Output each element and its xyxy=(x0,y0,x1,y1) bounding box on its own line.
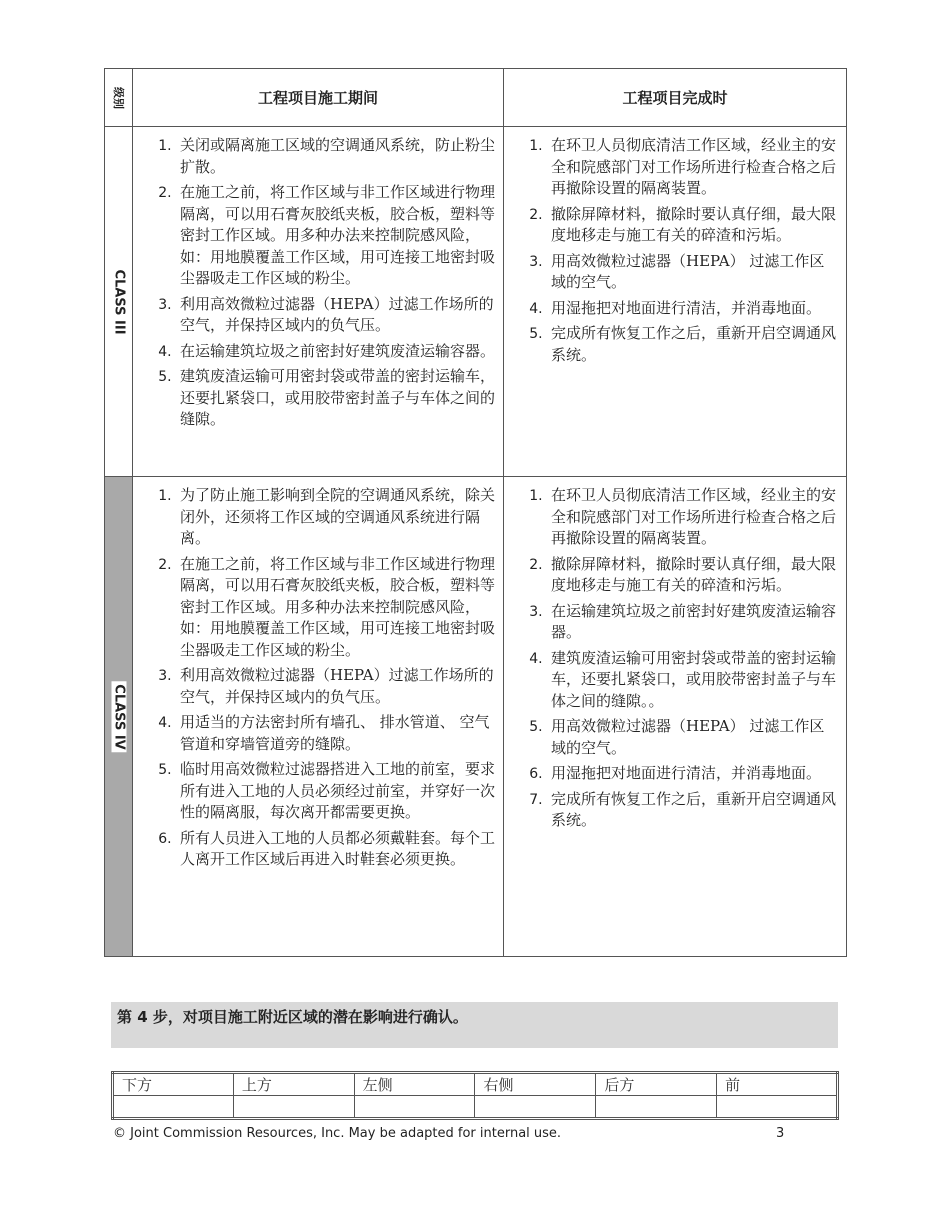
list-item: 5. 完成所有恢复工作之后，重新开启空调通风系统。 xyxy=(547,323,839,366)
list-item: 6. 用湿拖把对地面进行清洁，并消毒地面。 xyxy=(547,763,839,785)
direction-input-row xyxy=(113,1096,838,1119)
class-column-label: 级别 xyxy=(111,86,125,109)
direction-below: 下方 xyxy=(113,1073,234,1096)
list-item: 7. 完成所有恢复工作之后，重新开启空调通风系统。 xyxy=(547,789,839,832)
direction-table xyxy=(111,1071,839,1120)
class-iii-label: CLASS III xyxy=(111,266,126,337)
class-iv-after-list xyxy=(505,478,845,840)
direction-front-input[interactable] xyxy=(717,1096,838,1119)
class-iv-during-list xyxy=(134,478,502,879)
direction-above-input[interactable] xyxy=(233,1096,354,1119)
list-item: 2. 在施工之前，将工作区域与非工作区域进行物理隔离，可以用石膏灰胶纸夹板，胶合板，塑料等密封工作区域。用多种办法来控制院感风险，如：用地膜覆盖工作区域，用可连接工地密封吸尘器吸走工作区域的粉尘。 xyxy=(176,554,496,662)
list-item: 6. 所有人员进入工地的人员都必须戴鞋套。每个工人离开工作区域后再进入时鞋套必须更换。 xyxy=(176,828,496,871)
list-item: 4. 在运输建筑垃圾之前密封好建筑废渣运输容器。 xyxy=(176,341,496,363)
list-item: 4. 用湿拖把对地面进行清洁，并消毒地面。 xyxy=(547,298,839,320)
list-item: 3. 利用高效微粒过滤器（HEPA）过滤工作场所的 空气，并保持区域内的负气压。 xyxy=(176,665,496,708)
during-construction-header: 工程项目施工期间 xyxy=(133,69,504,127)
class-iii-cell xyxy=(105,127,133,477)
list-item: 3. 利用高效微粒过滤器（HEPA）过滤工作场所的 空气，并保持区域内的负气压。 xyxy=(176,294,496,337)
after-completion-header: 工程项目完成时 xyxy=(504,69,847,127)
direction-back-input[interactable] xyxy=(596,1096,717,1119)
class-iii-after-list xyxy=(505,128,845,374)
infection-control-table xyxy=(104,68,847,957)
list-item: 4. 用适当的方法密封所有墙孔、 排水管道、 空气管道和穿墙管道旁的缝隙。 xyxy=(176,712,496,755)
class-iv-cell xyxy=(105,477,133,957)
direction-right-input[interactable] xyxy=(475,1096,596,1119)
list-item: 1. 为了防止施工影响到全院的空调通风系统，除关闭外，还须将工作区域的空调通风系统进行隔离。 xyxy=(176,485,496,550)
direction-below-input[interactable] xyxy=(113,1096,234,1119)
class-iii-after-cell xyxy=(504,127,847,477)
direction-left-input[interactable] xyxy=(354,1096,475,1119)
list-item: 1. 在环卫人员彻底清洁工作区域，经业主的安全和院感部门对工作场所进行检查合格之后再撤除设置的隔离装置。 xyxy=(547,135,839,200)
class-iv-during-cell xyxy=(133,477,504,957)
list-item: 2. 在施工之前，将工作区域与非工作区域进行物理隔离，可以用石膏灰胶纸夹板，胶合板，塑料等密封工作区域。用多种办法来控制院感风险，如：用地膜覆盖工作区域，用可连接工地密封吸尘器吸走工作区域的粉尘。 xyxy=(176,182,496,290)
class-iv-after-cell xyxy=(504,477,847,957)
class-iii-row xyxy=(105,127,847,477)
list-item: 2. 撤除屏障材料，撤除时要认真仔细，最大限度地移走与施工有关的碎渣和污垢。 xyxy=(547,554,839,597)
class-iii-during-list xyxy=(134,128,502,439)
list-item: 4. 建筑废渣运输可用密封袋或带盖的密封运输车，还要扎紧袋口，或用胶带密封盖子与车体之间的缝隙。。 xyxy=(547,648,839,713)
list-item: 1. 在环卫人员彻底清洁工作区域，经业主的安全和院感部门对工作场所进行检查合格之后再撤除设置的隔离装置。 xyxy=(547,485,839,550)
direction-right: 右侧 xyxy=(475,1073,596,1096)
list-item: 2. 撤除屏障材料，撤除时要认真仔细，最大限度地移走与施工有关的碎渣和污垢。 xyxy=(547,204,839,247)
list-item: 5. 临时用高效微粒过滤器搭进入工地的前室，要求所有进入工地的人员必须经过前室，并穿好一次性的隔离服，每次离开都需要更换。 xyxy=(176,759,496,824)
page-number: 3 xyxy=(776,1126,785,1141)
class-iv-label: CLASS IV xyxy=(111,681,126,752)
class-column-header xyxy=(105,69,133,127)
table-header-row xyxy=(105,69,847,127)
copyright-footer: © Joint Commission Resources, Inc. May be adapted for internal use. xyxy=(113,1126,562,1141)
direction-front: 前 xyxy=(717,1073,838,1096)
list-item: 3. 在运输建筑垃圾之前密封好建筑废渣运输容器。 xyxy=(547,601,839,644)
list-item: 5. 建筑废渣运输可用密封袋或带盖的密封运输车，还要扎紧袋口，或用胶带密封盖子与车体之间的缝隙。 xyxy=(176,366,496,431)
list-item: 1. 关闭或隔离施工区域的空调通风系统，防止粉尘扩散。 xyxy=(176,135,496,178)
direction-back: 后方 xyxy=(596,1073,717,1096)
class-iii-during-cell xyxy=(133,127,504,477)
direction-above: 上方 xyxy=(233,1073,354,1096)
list-item: 5. 用高效微粒过滤器（HEPA） 过滤工作区域的空气。 xyxy=(547,716,839,759)
direction-left: 左侧 xyxy=(354,1073,475,1096)
direction-header-row xyxy=(113,1073,838,1096)
step-4-heading: 第 4 步，对项目施工附近区域的潜在影响进行确认。 xyxy=(111,1002,838,1048)
class-iv-row xyxy=(105,477,847,957)
list-item: 3. 用高效微粒过滤器（HEPA） 过滤工作区域的空气。 xyxy=(547,251,839,294)
